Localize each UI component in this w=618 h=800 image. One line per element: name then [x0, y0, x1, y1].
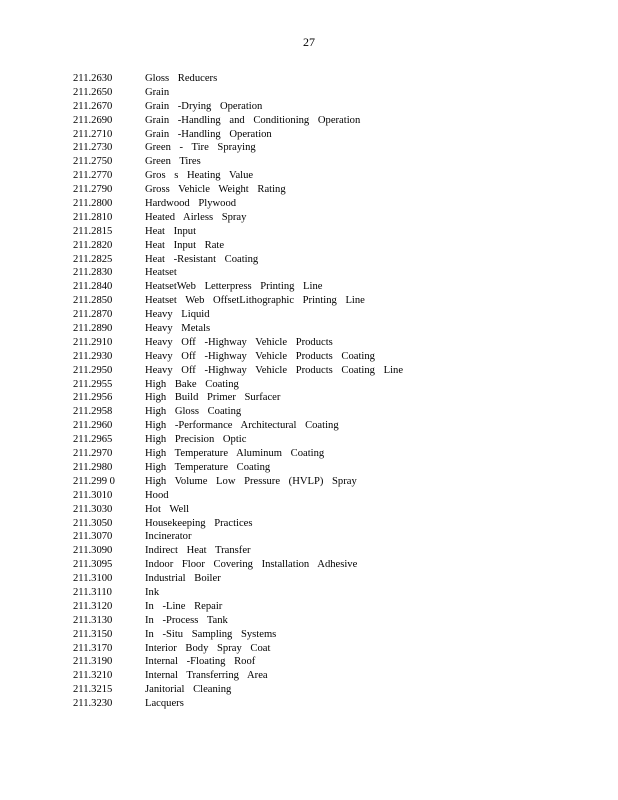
- defined-term: Hot Well: [145, 503, 190, 515]
- section-code: 211.3130: [73, 614, 113, 626]
- defined-term: Grain -Handling Operation: [145, 128, 272, 140]
- section-code: 211.3210: [73, 670, 113, 682]
- list-item: [73, 642, 403, 656]
- section-code: 211.3030: [73, 503, 113, 515]
- section-code: 211.2850: [73, 295, 113, 307]
- defined-term: High Build Primer Surfacer: [145, 392, 281, 404]
- section-code: 211.2690: [73, 114, 113, 126]
- section-code: 211.2910: [73, 336, 113, 348]
- section-code: 211.3150: [73, 628, 113, 640]
- defined-term: Gloss Reducers: [145, 73, 218, 84]
- defined-term: Heavy Off -Highway Vehicle Products Coating: [145, 350, 375, 362]
- defined-term: High Precision Optic: [145, 434, 247, 446]
- list-item: [73, 155, 403, 169]
- section-code: 211.2980: [73, 461, 113, 473]
- defined-term: Hood: [145, 489, 169, 501]
- list-item: [73, 614, 403, 628]
- section-code: 211.3090: [73, 545, 113, 557]
- section-code: 211.2730: [73, 142, 113, 154]
- defined-term: Interior Body Spray Coat: [145, 642, 271, 654]
- defined-term: High Bake Coating: [145, 378, 239, 390]
- list-item: [73, 322, 403, 336]
- defined-term: Incinerator: [145, 531, 192, 543]
- defined-term: Industrial Boiler: [145, 573, 221, 585]
- defined-term: High Volume Low Pressure (HVLP) Spray: [145, 475, 357, 487]
- section-code: 211.2750: [73, 156, 113, 168]
- defined-term: Heatset: [145, 267, 177, 279]
- defined-term: In -Situ Sampling Systems: [145, 628, 277, 640]
- defined-term: Ink: [145, 586, 160, 598]
- list-item: [73, 447, 403, 461]
- defined-term: Heated Airless Spray: [145, 211, 247, 223]
- section-code: 211.2950: [73, 364, 113, 376]
- list-item: [73, 572, 403, 586]
- list-item: [73, 239, 403, 253]
- list-item: [73, 86, 403, 100]
- list-item: [73, 391, 403, 405]
- list-item: [73, 141, 403, 155]
- section-code: 211.2960: [73, 420, 113, 432]
- section-code: 211.3190: [73, 656, 113, 668]
- list-item: [73, 280, 403, 294]
- section-code: 211.2956: [73, 392, 113, 404]
- list-item: [73, 433, 403, 447]
- list-item: [73, 489, 403, 503]
- list-item: [73, 350, 403, 364]
- defined-term: Lacquers: [145, 698, 184, 710]
- section-code: 211.3170: [73, 642, 113, 654]
- defined-term: Heavy Metals: [145, 323, 211, 335]
- list-item: [73, 308, 403, 322]
- section-code: 211.3070: [73, 531, 113, 543]
- section-code: 211.2820: [73, 239, 113, 251]
- list-item: [73, 336, 403, 350]
- page-number: 27: [303, 35, 315, 49]
- defined-term: Grain -Handling and Conditioning Operation: [145, 114, 361, 126]
- list-item: [73, 544, 403, 558]
- list-item: [73, 114, 403, 128]
- list-item: [73, 364, 403, 378]
- list-item: [73, 169, 403, 183]
- list-item: [73, 503, 403, 517]
- section-code: 211.3230: [73, 698, 113, 710]
- list-item: [73, 405, 403, 419]
- section-code: 211.2840: [73, 281, 113, 293]
- section-code: 211.2710: [73, 128, 113, 140]
- section-code: 211.3050: [73, 517, 113, 529]
- defined-term: Janitorial Cleaning: [145, 684, 232, 696]
- section-code: 211.2930: [73, 350, 113, 362]
- defined-term: High -Performance Architectural Coating: [145, 420, 339, 432]
- list-item: [73, 253, 403, 267]
- defined-term: Hardwood Plywood: [145, 198, 237, 210]
- defined-term: Indirect Heat Transfer: [145, 545, 251, 557]
- defined-term: Heat Input Rate: [145, 239, 225, 251]
- list-item: [73, 294, 403, 308]
- section-code: 211.3010: [73, 489, 113, 501]
- list-item: [73, 586, 403, 600]
- list-item: [73, 669, 403, 683]
- list-item: [73, 558, 403, 572]
- list-item: [73, 655, 403, 669]
- defined-term: High Temperature Aluminum Coating: [145, 448, 325, 460]
- defined-term: Heat -Resistant Coating: [145, 253, 259, 265]
- defined-term: Gross Vehicle Weight Rating: [145, 184, 286, 196]
- section-code: 211.2800: [73, 198, 113, 210]
- list-item: [73, 683, 403, 697]
- defined-term: Heavy Off -Highway Vehicle Products Coating Line: [145, 364, 404, 376]
- section-code: 211.3100: [73, 573, 113, 585]
- list-item: [73, 266, 403, 280]
- section-code: 211.2670: [73, 100, 113, 112]
- section-code: 211.2958: [73, 406, 113, 418]
- section-code: 211.2650: [73, 86, 113, 98]
- definition-index-list: [73, 72, 403, 711]
- section-code: 211.2630: [73, 73, 113, 84]
- section-code: 211.2825: [73, 253, 113, 265]
- list-item: [73, 475, 403, 489]
- defined-term: In -Process Tank: [145, 614, 228, 626]
- list-item: [73, 183, 403, 197]
- list-item: [73, 517, 403, 531]
- defined-term: Internal Transferring Area: [145, 670, 268, 682]
- list-item: [73, 225, 403, 239]
- list-item: [73, 697, 403, 711]
- section-code: 211.2790: [73, 184, 113, 196]
- defined-term: Internal -Floating Roof: [145, 656, 256, 668]
- section-code: 211.3215: [73, 684, 113, 696]
- list-item: [73, 100, 403, 114]
- list-item: [73, 530, 403, 544]
- list-item: [73, 197, 403, 211]
- list-item: [73, 461, 403, 475]
- list-item: [73, 600, 403, 614]
- list-item: [73, 128, 403, 142]
- section-code: 211.2890: [73, 323, 113, 335]
- section-code: 211.3095: [73, 559, 113, 571]
- list-item: [73, 419, 403, 433]
- section-code: 211.2970: [73, 448, 113, 460]
- defined-term: Green - Tire Spraying: [145, 142, 256, 154]
- defined-term: High Temperature Coating: [145, 461, 271, 473]
- section-code: 211.3110: [73, 586, 112, 598]
- list-item: [73, 628, 403, 642]
- defined-term: Housekeeping Practices: [145, 517, 253, 529]
- list-item: [73, 72, 403, 86]
- defined-term: Grain: [145, 86, 170, 98]
- defined-term: Gros s Heating Value: [145, 170, 254, 182]
- section-code: 211.2770: [73, 170, 113, 182]
- defined-term: In -Line Repair: [145, 600, 223, 612]
- defined-term: Heatset Web OffsetLithographic Printing Line: [145, 295, 365, 307]
- section-code: 211.2965: [73, 434, 113, 446]
- defined-term: Green Tires: [145, 156, 201, 168]
- defined-term: Grain -Drying Operation: [145, 100, 263, 112]
- section-code: 211.299 0: [73, 475, 115, 487]
- section-code: 211.2955: [73, 378, 113, 390]
- section-code: 211.2810: [73, 211, 113, 223]
- list-item: [73, 378, 403, 392]
- defined-term: High Gloss Coating: [145, 406, 242, 418]
- defined-term: Indoor Floor Covering Installation Adhesive: [145, 559, 358, 571]
- section-code: 211.3120: [73, 600, 113, 612]
- section-code: 211.2815: [73, 225, 113, 237]
- defined-term: Heavy Off -Highway Vehicle Products: [145, 336, 333, 348]
- defined-term: HeatsetWeb Letterpress Printing Line: [145, 281, 323, 293]
- defined-term: Heavy Liquid: [145, 309, 210, 321]
- section-code: 211.2830: [73, 267, 113, 279]
- list-item: [73, 211, 403, 225]
- section-code: 211.2870: [73, 309, 113, 321]
- defined-term: Heat Input: [145, 225, 197, 237]
